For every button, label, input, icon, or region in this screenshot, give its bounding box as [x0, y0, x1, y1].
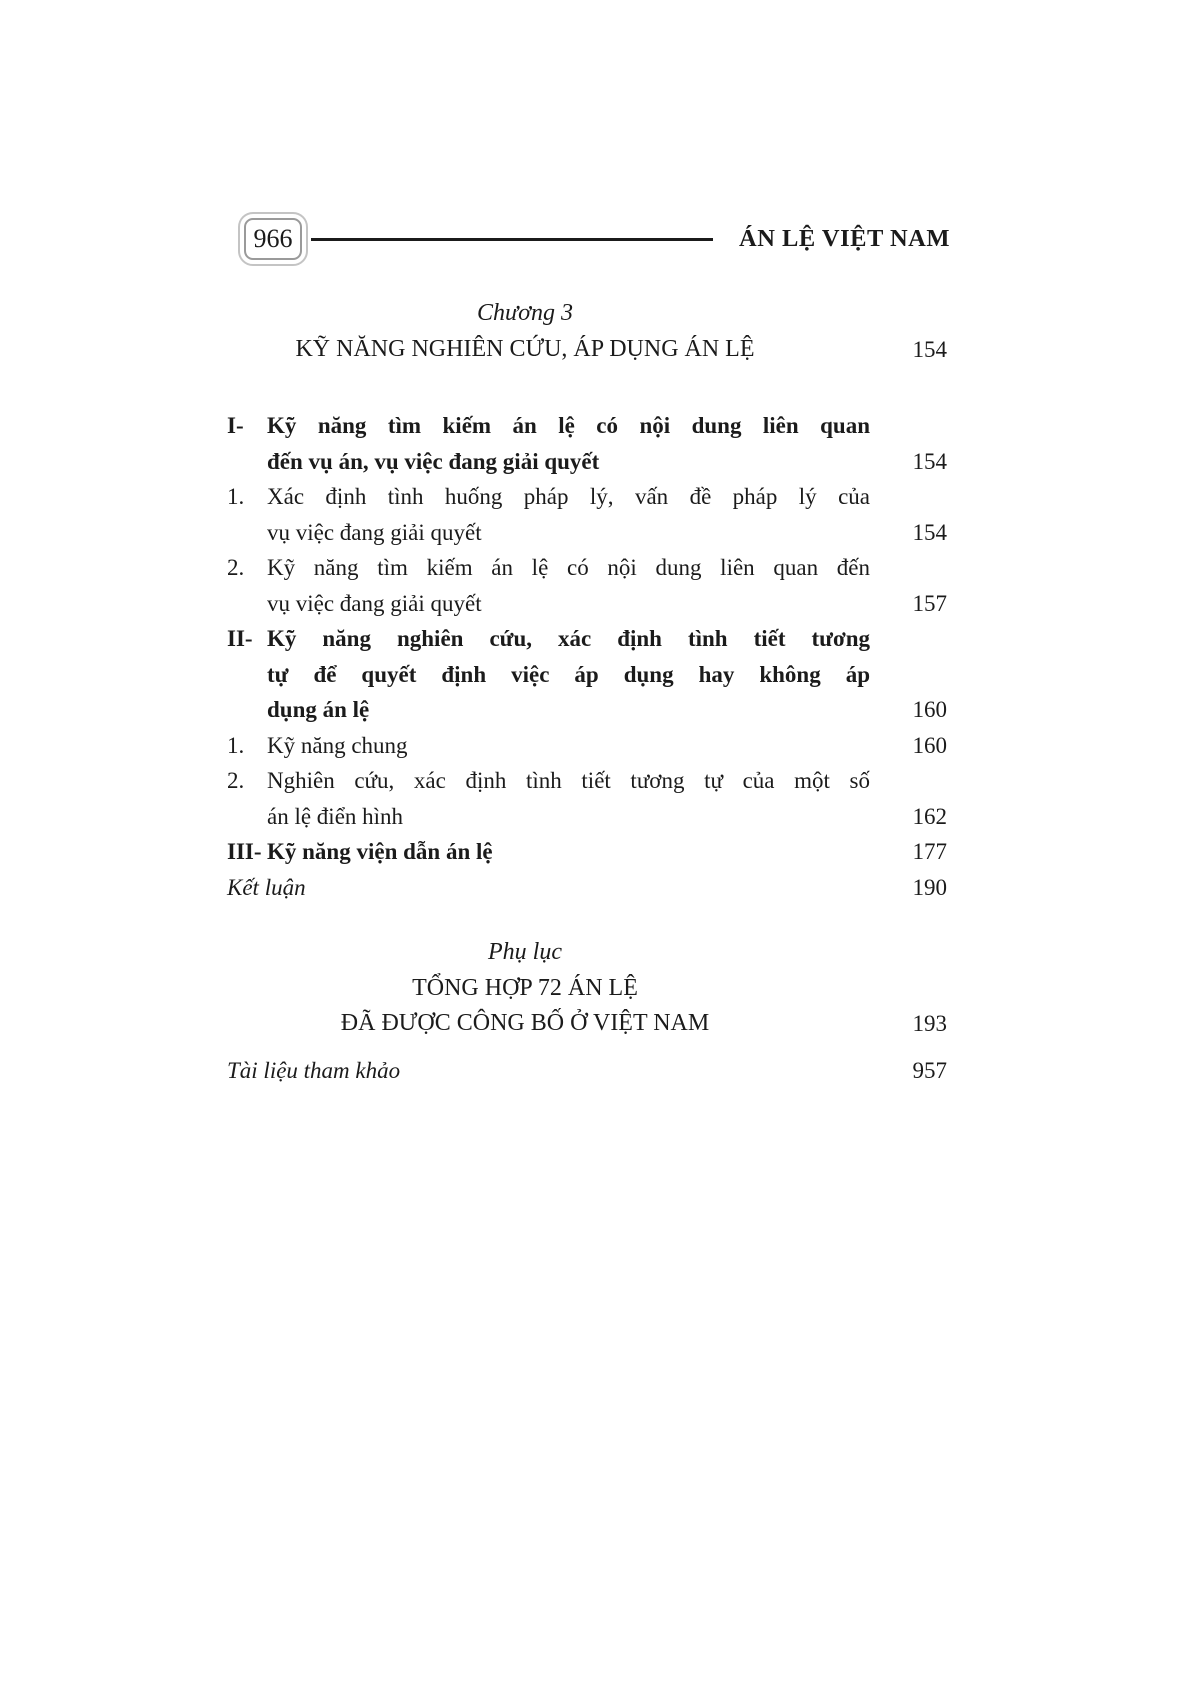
chapter-page-number: 154: [912, 336, 947, 362]
toc-entry-label: I-: [227, 413, 244, 438]
toc-entry-page: 157: [912, 590, 947, 616]
toc-entry-text: [267, 408, 870, 479]
page-header: [238, 212, 950, 266]
toc-entry-label: 2.: [227, 555, 245, 580]
toc-entry-page: 154: [912, 519, 947, 545]
toc-entry-line: Xác định tình huống pháp lý, vấn đề pháp lý của: [267, 484, 870, 509]
toc-entry: [227, 834, 947, 870]
appendix-title-line1: TỔNG HỢP 72 ÁN LỆ: [412, 974, 638, 1001]
toc-entry-label: 2.: [227, 768, 245, 793]
toc-entry-page: 190: [912, 874, 947, 900]
references-page-number: 957: [912, 1057, 947, 1083]
toc-entry-line: đến vụ án, vụ việc đang giải quyết: [267, 448, 600, 474]
toc-entry: [227, 763, 947, 834]
toc-entry-line: vụ việc đang giải quyết: [267, 519, 482, 545]
toc-entries: [227, 408, 947, 905]
toc-entry-text: [267, 479, 870, 550]
toc-entry-line: Kỹ năng viện dẫn án lệ: [267, 839, 493, 864]
toc-entry: [227, 479, 947, 550]
toc-entry-text: [267, 550, 870, 621]
references-label: Tài liệu tham khảo: [227, 1057, 401, 1083]
toc-entry-text: [267, 763, 870, 834]
toc-entry-line: Kỹ năng nghiên cứu, xác định tình tiết tương: [267, 626, 870, 651]
toc-entry-text: [267, 728, 870, 764]
toc-entry-page: 162: [912, 803, 947, 829]
page-number-box: [238, 212, 308, 266]
appendix-title-line2: ĐÃ ĐƯỢC CÔNG BỐ Ở VIỆT NAM: [340, 1010, 710, 1036]
chapter-kicker: Chương 3: [477, 300, 573, 326]
toc-entry-label: III-: [227, 839, 262, 864]
appendix-kicker: Phụ lục: [488, 939, 562, 965]
toc-entry-label: 1.: [227, 484, 245, 509]
appendix-section: [227, 935, 947, 1042]
chapter-heading-row: [227, 332, 947, 368]
page-number: 966: [253, 224, 293, 253]
toc-entry-text: [267, 621, 870, 728]
toc-entry: [227, 550, 947, 621]
toc-entry-page: 154: [912, 448, 947, 474]
toc-entry: [227, 621, 947, 728]
toc-entry-page: 177: [912, 839, 947, 864]
toc-entry: [227, 728, 947, 764]
table-of-contents: [227, 296, 947, 1088]
toc-entry-text: [267, 834, 870, 870]
toc-entry-page: 160: [912, 697, 947, 722]
toc-entry-line: dụng án lệ: [267, 697, 370, 722]
toc-entry-line: Nghiên cứu, xác định tình tiết tương tự của một số: [267, 768, 870, 793]
toc-entry-line: tự để quyết định việc áp dụng hay không áp: [267, 661, 870, 687]
toc-entry: [227, 408, 947, 479]
toc-entry-page: 160: [912, 732, 947, 758]
appendix-page-number: 193: [912, 1011, 947, 1036]
toc-entry-line: vụ việc đang giải quyết: [267, 590, 482, 616]
toc-entry-line: Kỹ năng tìm kiếm án lệ có nội dung liên quan: [267, 413, 870, 438]
chapter-title: KỸ NĂNG NGHIÊN CỨU, ÁP DỤNG ÁN LỆ: [295, 335, 755, 362]
page-number-box-inner: [244, 218, 302, 260]
running-title: ÁN LỆ VIỆT NAM: [739, 225, 950, 252]
appendix-title-row: [227, 1006, 947, 1042]
toc-entry-line: án lệ điển hình: [267, 803, 404, 829]
header-rule: [311, 238, 713, 241]
toc-entry-label: II-: [227, 626, 253, 651]
references-row: [227, 1053, 947, 1089]
toc-entry-line: Kết luận: [227, 874, 306, 900]
toc-entry-line: Kỹ năng tìm kiếm án lệ có nội dung liên quan đến: [267, 555, 870, 580]
toc-entry-text: [227, 870, 870, 906]
toc-entry-label: 1.: [227, 732, 245, 758]
toc-entry-line: Kỹ năng chung: [267, 732, 408, 758]
toc-entry: [227, 870, 947, 906]
